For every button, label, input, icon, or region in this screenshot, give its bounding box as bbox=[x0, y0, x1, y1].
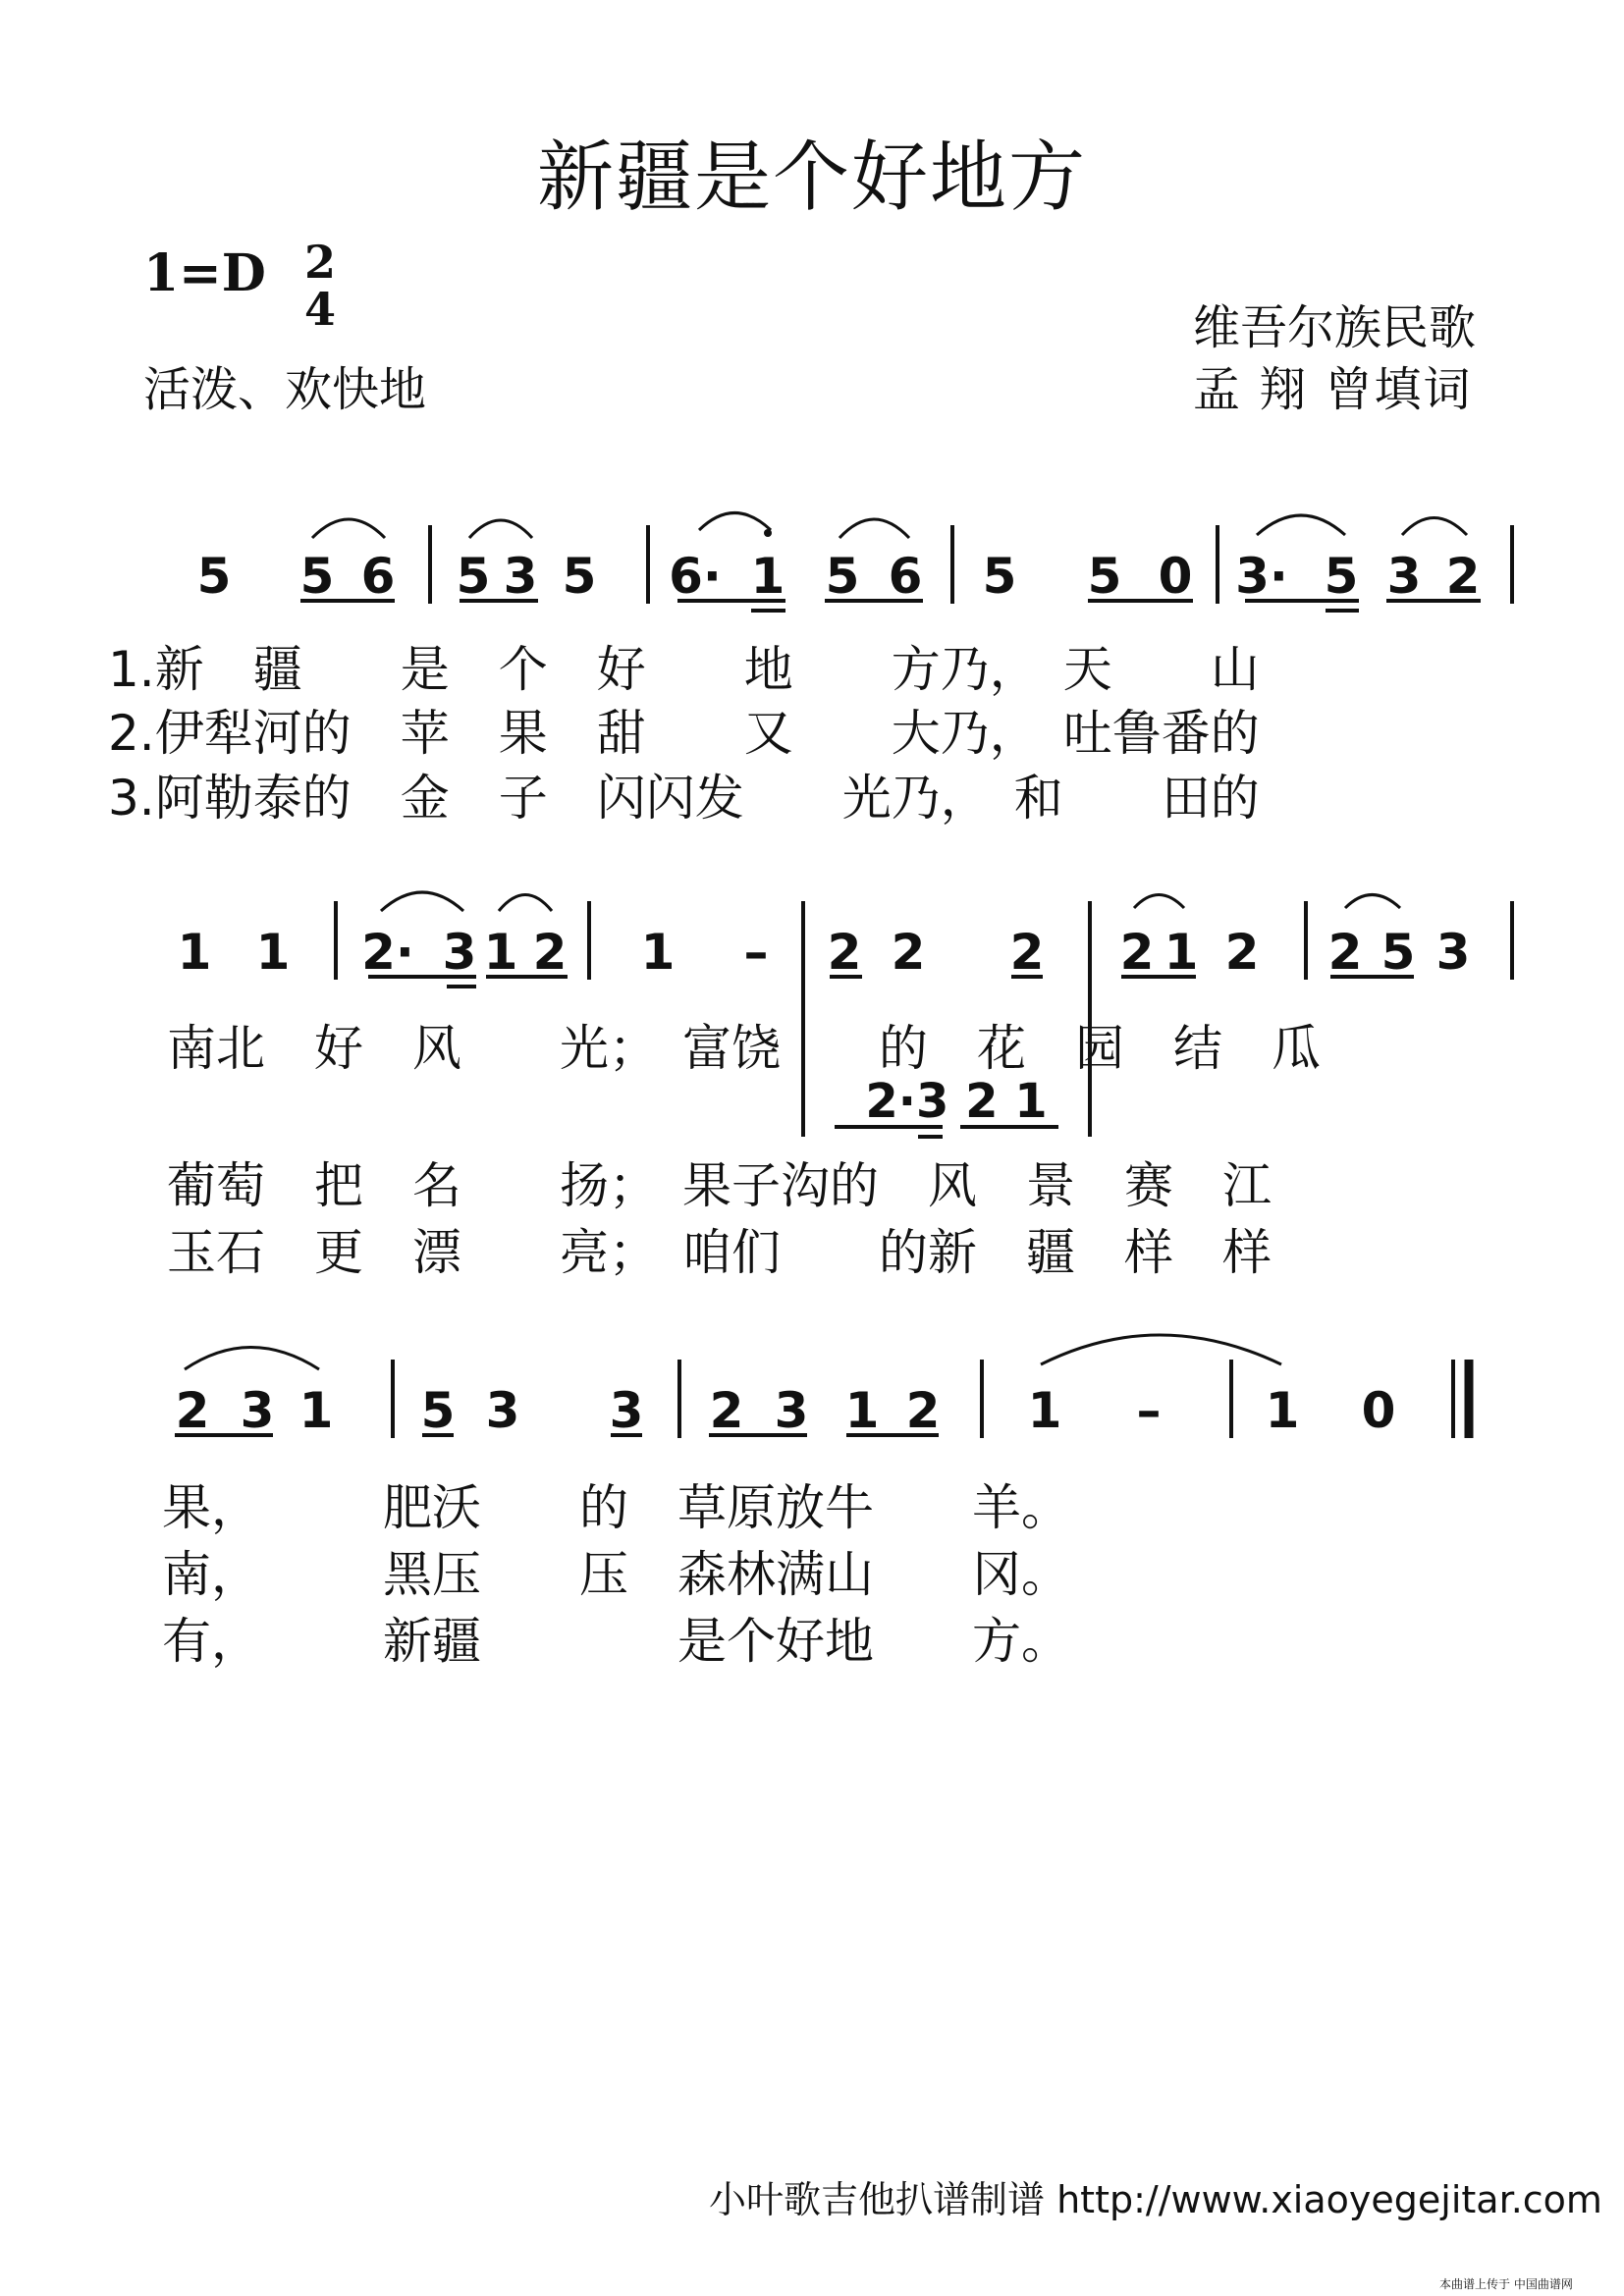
note: 3 bbox=[1386, 548, 1422, 605]
note: – bbox=[1136, 1382, 1162, 1439]
lyrics-line-3-verse-1: 果， 肥沃 的 草原放牛 羊。 bbox=[162, 1479, 1070, 1536]
note: 2 bbox=[1224, 924, 1260, 981]
note: 1 bbox=[255, 924, 291, 981]
note: 1 bbox=[1027, 1382, 1062, 1439]
note: 1 bbox=[750, 548, 785, 605]
note: 5 bbox=[456, 548, 491, 605]
lyricist: 孟 翔 曾填词 bbox=[1193, 362, 1473, 417]
note: 5 bbox=[982, 548, 1017, 605]
note: 2 bbox=[532, 924, 568, 981]
note: 2 bbox=[891, 924, 926, 981]
note: 6 bbox=[360, 548, 396, 605]
note: 0 bbox=[1158, 548, 1193, 605]
lyrics-line-3-verse-3: 有， 新疆 是个好地 方。 bbox=[162, 1613, 1070, 1670]
note: 3 bbox=[774, 1382, 809, 1439]
song-origin: 维吾尔族民歌 bbox=[1193, 300, 1477, 355]
note: 2 bbox=[1327, 924, 1363, 981]
note: 5 bbox=[1324, 548, 1359, 605]
alternate-notes: 2·3 2 1 bbox=[865, 1074, 1048, 1129]
note: 3 bbox=[1435, 924, 1471, 981]
lyrics-line-2-verse-3: 玉石 更 漂 亮； 咱们 的新 疆 样 样 bbox=[167, 1224, 1272, 1281]
note: 3 bbox=[442, 924, 477, 981]
note: 1 bbox=[298, 1382, 334, 1439]
note: 1 bbox=[1164, 924, 1199, 981]
note: 2 bbox=[175, 1382, 210, 1439]
note: 5 bbox=[420, 1382, 456, 1439]
note: 5 bbox=[196, 548, 232, 605]
note: 3 bbox=[609, 1382, 644, 1439]
page-title: 新疆是个好地方 bbox=[536, 133, 1087, 222]
lyrics-line-1-verse-2: 2.伊犁河的 苹 果 甜 又 大乃， 吐鲁番的 bbox=[108, 705, 1260, 762]
note: 3 bbox=[503, 548, 538, 605]
note: 1 bbox=[844, 1382, 880, 1439]
note: 2 bbox=[1445, 548, 1481, 605]
tempo-marking: 活泼、欢快地 bbox=[143, 362, 427, 417]
note: 5 bbox=[1087, 548, 1122, 605]
note: 6· bbox=[669, 548, 722, 605]
transcriber-credit: 小叶歌吉他扒谱制谱 http://www.xiaoyegejitar.com bbox=[709, 2178, 1602, 2221]
note: 1 bbox=[1265, 1382, 1300, 1439]
note: 5 bbox=[299, 548, 335, 605]
note: – bbox=[743, 924, 769, 981]
lyrics-line-1-verse-1: 1.新 疆 是 个 好 地 方乃， 天 山 bbox=[108, 641, 1260, 698]
note: 2 bbox=[709, 1382, 744, 1439]
note: 1 bbox=[177, 924, 212, 981]
time-signature-top: 2 bbox=[304, 236, 337, 289]
note: 3 bbox=[240, 1382, 275, 1439]
note: 0 bbox=[1361, 1382, 1396, 1439]
note: 2 bbox=[1119, 924, 1155, 981]
note: 5 bbox=[1380, 924, 1416, 981]
lyrics-line-2-verse-1: 南北 好 风 光； 富饶 的 花 园 结 瓜 bbox=[167, 1020, 1321, 1077]
note: 1 bbox=[483, 924, 518, 981]
lyrics-line-1-verse-3: 3.阿勒泰的 金 子 闪闪发 光乃， 和 田的 bbox=[108, 770, 1260, 827]
note: 2 bbox=[905, 1382, 941, 1439]
lyrics-line-3-verse-2: 南， 黑压 压 森林满山 冈。 bbox=[162, 1546, 1070, 1603]
upload-source-watermark: 本曲谱上传于 中国曲谱网 bbox=[1439, 2277, 1573, 2291]
note: 5 bbox=[562, 548, 597, 605]
note: 2 bbox=[827, 924, 862, 981]
note: 6 bbox=[888, 548, 923, 605]
note: 3 bbox=[485, 1382, 520, 1439]
note: 3· bbox=[1235, 548, 1288, 605]
note: 5 bbox=[825, 548, 860, 605]
note: 2 bbox=[1009, 924, 1045, 981]
lyrics-line-2-verse-2: 葡萄 把 名 扬； 果子沟的 风 景 赛 江 bbox=[167, 1157, 1272, 1214]
key-signature: 1=D bbox=[143, 243, 266, 303]
note: 1 bbox=[640, 924, 676, 981]
note: 2· bbox=[361, 924, 414, 981]
time-signature-bottom: 4 bbox=[304, 283, 337, 336]
